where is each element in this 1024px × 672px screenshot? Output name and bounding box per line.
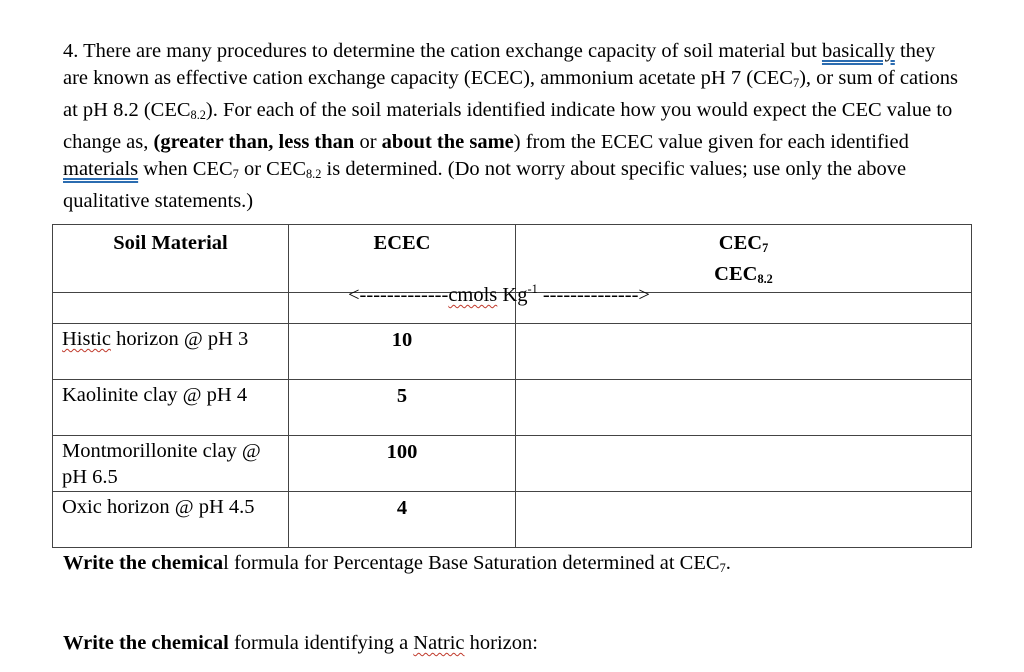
ecec-value: 100 [289,436,516,492]
ecec-value: 10 [289,324,516,380]
grammar-flag-basically: basically [821,40,895,62]
soil-material-cell: Kaolinite clay @ pH 4 [53,380,289,436]
table-row [53,436,972,492]
cec-answer-cell[interactable] [516,380,972,436]
header-ecec: ECEC [289,225,516,293]
header-cec: $CEC_7$ $CEC_{8.2}$ [516,225,972,293]
question-natric-horizon: Write the chemical formula identifying a Natric horizon: [63,632,538,654]
cec-answer-cell[interactable] [516,492,972,548]
soil-material-cell: Oxic horizon @ pH 4.5 [53,492,289,548]
question-number: 4. [63,40,79,62]
cec-table [52,224,972,548]
table-row [53,324,972,380]
question-paragraph: 4. There are many procedures to determine the cation exchange capacity of soil material but basically they are known as effective cation exchange capacity (ECEC), ammonium acetate pH 7 $(CEC_7)$, or sum of cations at pH 8.2 $(CEC_{8.2})$. For each of the soil materials identified indicate how you would expect the CEC value to change as, (greater than, less than or about the same) from the ECEC value given for each identified materials when $CEC_7$ or $CEC_{8.2}$ is determined. (Do not worry about specific values; use only the above qualitative statements.) [63,40,958,213]
unit-label: <-------------cmols $Kg^{-1}$ --------------> [348,282,650,306]
grammar-flag-materials: materials [63,158,139,181]
soil-material-cell: Montmorillonite clay @ pH 6.5 [53,436,289,492]
cec-answer-cell[interactable] [516,324,972,380]
cec-answer-cell[interactable] [516,436,972,492]
ecec-value: 4 [289,492,516,548]
header-soil-material: Soil Material [53,225,289,293]
ecec-value: 5 [289,380,516,436]
soil-material-cell: Histic horizon @ pH 3 [53,324,289,380]
table-row [53,492,972,548]
bold-options: (greater than, less than [153,131,355,154]
table-row [53,380,972,436]
question-base-saturation: Write the chemical formula for Percentage Base Saturation determined at $CEC_7$. [63,552,731,576]
